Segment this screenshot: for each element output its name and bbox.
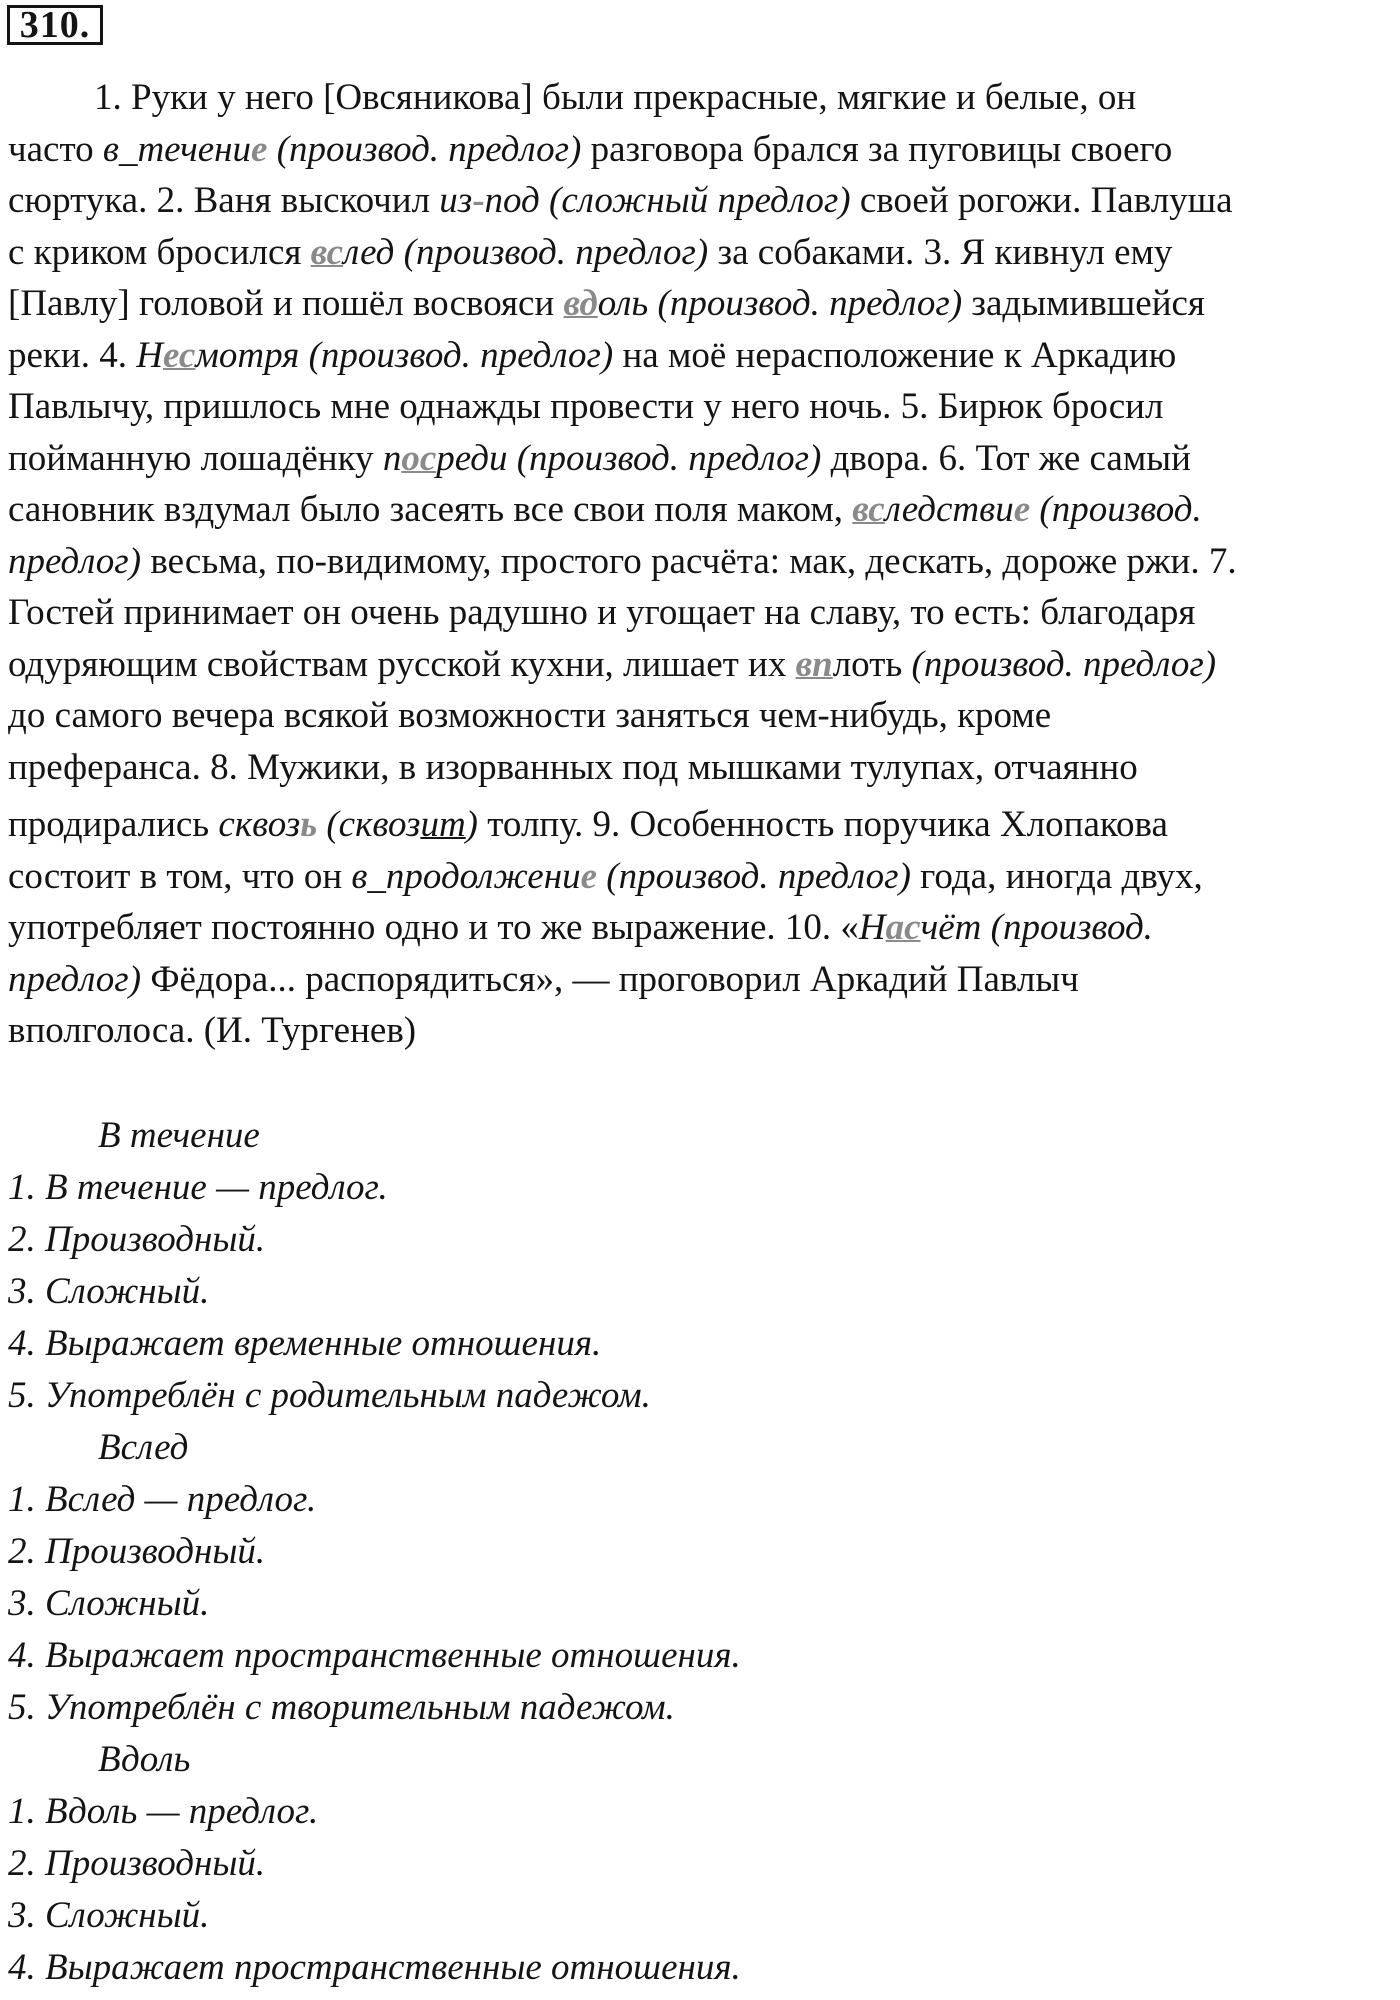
analysis-item: 4. Выражает пространственные отношения.	[8, 1947, 741, 1988]
text-line: продирались сквозь (сквозит) толпу. 9. Особенность поручика Хлопакова	[8, 804, 1168, 845]
text-line: Павлычу, пришлось мне однажды провести у него ночь. 5. Бирюк бросил	[8, 386, 1164, 427]
analysis-item: 2. Производный.	[8, 1219, 266, 1260]
text-line: предлог) весьма, по-видимому, простого расчёта: мак, дескать, дороже ржи. 7.	[8, 540, 1237, 582]
analysis-heading: В течение	[98, 1115, 260, 1156]
text-line: предлог) Фёдора... распорядиться», — проговорил Аркадий Павлыч	[8, 958, 1079, 1000]
text-line: до самого вечера всякой возможности заняться чем-нибудь, кроме	[8, 695, 1052, 736]
analysis-section	[8, 1110, 1396, 1994]
text-line: одуряющим свойствам русской кухни, лишает их вплоть (производ. предлог)	[8, 643, 1217, 685]
text-line: часто в_течение (производ. предлог) разговора брался за пуговицы своего	[8, 128, 1173, 170]
text-line: вполголоса. (И. Тургенев)	[8, 1010, 417, 1051]
text-line: состоит в том, что он в_продолжение (производ. предлог) года, иногда двух,	[8, 855, 1203, 897]
text-line: пойманную лошадёнку посреди (производ. предлог) двора. 6. Тот же самый	[8, 437, 1191, 479]
analysis-item: 1. Вслед — предлог.	[8, 1479, 317, 1520]
text-line: употребляет постоянно одно и то же выражение. 10. «Насчёт (производ.	[8, 907, 1153, 948]
text-line: сюртука. 2. Ваня выскочил из-под (сложный предлог) своей рогожи. Павлуша	[8, 180, 1233, 221]
analysis-item: 2. Производный.	[8, 1843, 266, 1884]
text-line: [Павлу] головой и пошёл восвояси вдоль (производ. предлог) задымившейся	[8, 283, 1205, 324]
analysis-item: 4. Выражает пространственные отношения.	[8, 1635, 741, 1676]
text-line: сановник вздумал было засеять все свои поля маком, вследствие (производ.	[8, 489, 1202, 530]
exercise-text	[8, 72, 1396, 1057]
analysis-heading: Вслед	[98, 1427, 189, 1468]
text-line: преферанса. 8. Мужики, в изорванных под мышками тулупах, отчаянно	[8, 746, 1138, 788]
analysis-item: 1. В течение — предлог.	[8, 1167, 388, 1208]
analysis-item: 3. Сложный.	[8, 1271, 210, 1312]
analysis-item: 1. Вдоль — предлог.	[8, 1791, 319, 1832]
analysis-item: 2. Производный.	[8, 1531, 266, 1572]
text-line: реки. 4. Несмотря (производ. предлог) на моё нерасположение к Аркадию	[8, 334, 1177, 376]
analysis-item: 5. Употреблён с родительным падежом.	[8, 1375, 651, 1416]
analysis-heading: Вдоль	[98, 1739, 191, 1780]
analysis-item: 5. Употреблён с творительным падежом.	[8, 1687, 675, 1728]
exercise-number: 310.	[7, 5, 103, 45]
text-line: Гостей принимает он очень радушно и угощает на славу, то есть: благодаря	[8, 592, 1196, 633]
analysis-item: 4. Выражает временные отношения.	[8, 1323, 602, 1364]
analysis-item: 3. Сложный.	[8, 1895, 210, 1936]
text-line: с криком бросился вслед (производ. предлог) за собаками. 3. Я кивнул ему	[8, 231, 1173, 273]
text-line: 1. Руки у него [Овсяникова] были прекрасные, мягкие и белые, он	[94, 77, 1137, 118]
analysis-item: 3. Сложный.	[8, 1583, 210, 1624]
